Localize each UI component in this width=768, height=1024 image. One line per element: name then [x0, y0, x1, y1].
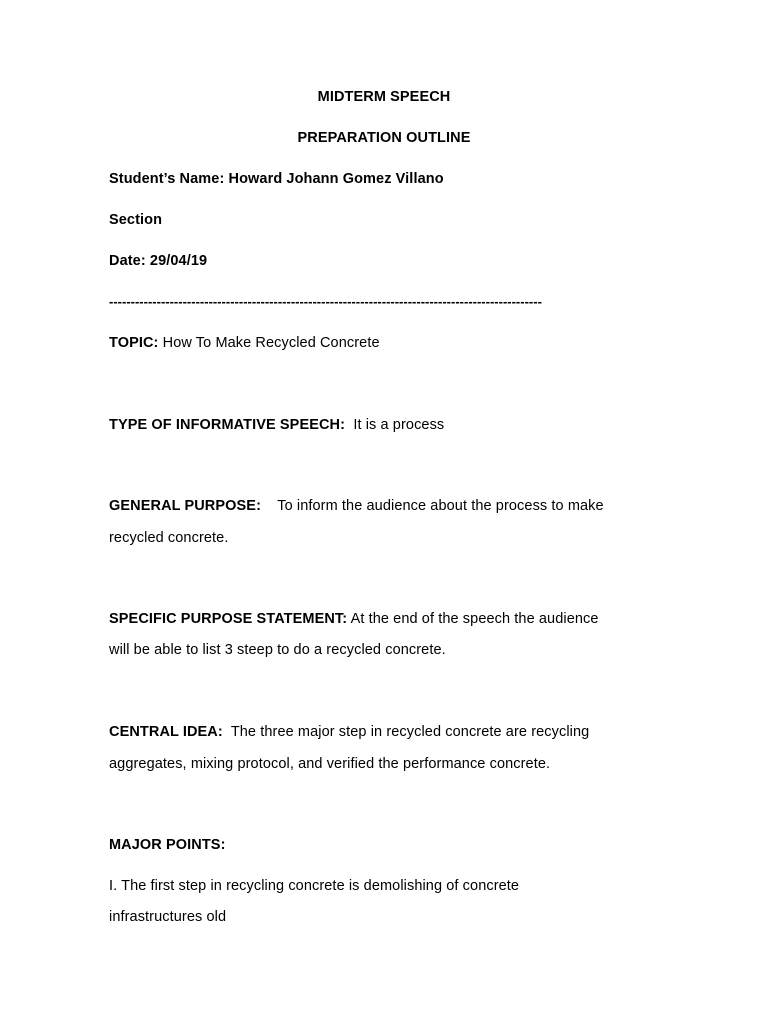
general-purpose-label: GENERAL PURPOSE: — [109, 498, 261, 514]
student-name-label: Student’s Name: — [109, 171, 225, 187]
section-label: Section — [109, 212, 163, 228]
speech-type-value: It is a process — [353, 417, 445, 433]
specific-purpose-text-1: At the end of the speech the audience — [350, 611, 599, 627]
specific-purpose-text-2: will be able to list 3 steep to do a recycled concrete. — [109, 642, 446, 658]
central-idea-text-2: aggregates, mixing protocol, and verified the performance concrete. — [109, 756, 551, 772]
document-title: MIDTERM SPEECH — [317, 89, 451, 105]
central-idea-line-1 — [109, 723, 589, 741]
topic-value: How To Make Recycled Concrete — [162, 335, 380, 351]
speech-type-line — [109, 416, 444, 434]
document-subtitle: PREPARATION OUTLINE — [297, 130, 471, 146]
specific-purpose-line-1 — [109, 610, 599, 628]
date-line — [109, 252, 207, 270]
general-purpose-text-2: recycled concrete. — [109, 530, 229, 546]
date-label: Date: — [109, 253, 146, 269]
topic-label: TOPIC: — [109, 335, 159, 351]
central-idea-label: CENTRAL IDEA: — [109, 724, 223, 740]
topic-line — [109, 334, 380, 352]
general-purpose-text-1: To inform the audience about the process to make — [277, 498, 604, 514]
major-points-label: MAJOR POINTS: — [109, 837, 226, 853]
major-point-1-text-1: I. The first step in recycling concrete is demolishing of concrete — [109, 878, 520, 894]
general-purpose-line-1 — [109, 497, 604, 515]
major-point-1-text-2: infrastructures old — [109, 909, 227, 925]
speech-type-label: TYPE OF INFORMATIVE SPEECH: — [109, 417, 346, 433]
student-name-line — [109, 170, 444, 188]
date-value: 29/04/19 — [149, 253, 208, 269]
divider-line: ---------------------------------------------------------------------------------------------------- — [109, 294, 542, 309]
student-name-value: Howard Johann Gomez Villano — [228, 171, 444, 187]
central-idea-text-1: The three major step in recycled concrete are recycling — [230, 724, 590, 740]
specific-purpose-label: SPECIFIC PURPOSE STATEMENT: — [109, 611, 348, 627]
